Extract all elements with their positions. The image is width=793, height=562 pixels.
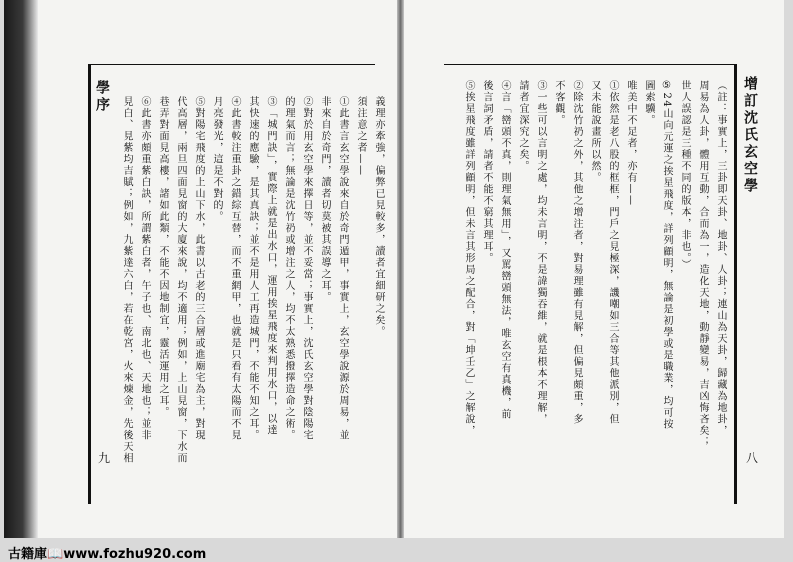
text-column-4: 非來自於奇門，讀者切莫被其誤導之耳。 — [319, 96, 330, 303]
text-column-2: 周易為人卦，體用互動，合而為一，造化天地，動靜變易，吉凶悔吝矣； — [697, 80, 708, 448]
text-column-5: 圖索驥。 — [643, 80, 654, 126]
text-column-6: 唯美中不足者，亦有—— — [625, 80, 636, 207]
text-column-11: ③一些可以言明之處，均未言明，不是諱獨吞維，就是根本不理解， — [535, 80, 546, 425]
text-column-4: ⑤24山向元運之挨星飛度，詳列顧明，無論是初學或是職業，均可按 — [661, 80, 672, 431]
text-column-9: ②除沈竹礽之外，其他之增注者，對易理雖有見解，但偏見頗重，多 — [571, 80, 582, 425]
site-name: 古籍庫 — [8, 547, 48, 562]
text-column-8: 其快速的應驗，是其真訣；並不是用人工再造城門，不能不知之耳。 — [247, 96, 258, 441]
text-column-13: 巷弄對面見高樓，諸如此類，不能不因地制宜，靈活運用之耳。 — [157, 96, 168, 418]
page-border-left — [88, 64, 91, 504]
watermark — [8, 543, 206, 562]
text-column-3: ①此書言玄空學說來自於奇門遁甲，事實上，玄空學說源於周易，並 — [337, 96, 348, 441]
text-column-1: 義理亦牽強，偏弊已見較多，讀者宜細研之矣。 — [373, 96, 384, 338]
text-column-15: 見白、見紫均吉賦；例如，九紫達六白，若在乾宮，火來煉金，先後天相 — [121, 96, 132, 464]
text-column-12: 代高層，兩旦四面見窗的大廈來說，均不適用；例如，上山見窗，下水而 — [175, 96, 186, 464]
page-border-right — [734, 64, 737, 504]
site-url[interactable]: www.fozhu920.com — [63, 547, 207, 562]
text-column-6: 的理氣而言；無論是沈竹礽或增注之人，均不太熟悉撥擇造命之術。 — [283, 96, 294, 441]
scan-edge-shadow — [4, 0, 38, 538]
text-column-3: 世人誤認是三種不同的版本，非也。） — [679, 80, 690, 271]
left-page — [38, 0, 397, 538]
text-column-2: 須注意之者—— — [355, 96, 366, 177]
text-column-7: ③「城門訣」，實際上就是出水口，運用挨星飛度來判用水口，以達 — [265, 96, 276, 436]
book-spread — [4, 0, 784, 538]
page-number: 九 — [98, 451, 111, 465]
book-gutter — [397, 0, 404, 538]
page-border-top — [91, 64, 375, 65]
text-column-10: 不客觀。 — [553, 80, 564, 126]
book-icon: 📖 — [47, 547, 64, 562]
text-column-13: ④言「巒頭不真，則理氣無用」，又罵巒頭無法，唯玄空有真機，前 — [499, 80, 510, 420]
running-head: 學序 — [94, 80, 110, 114]
text-column-5: ②對於用玄空學來擇日等，並不妥當；事實上，沈氏玄空學對陰陽宅 — [301, 96, 312, 441]
text-column-12: 請者宜深究之矣。 — [517, 80, 528, 172]
text-column-7: ①依然是老八股的框框，門戶之見極深，譏嘲如三合等其他派別，但 — [607, 80, 618, 425]
text-column-1: （註：事實上，三卦即天卦、地卦、人卦；連山為天卦，歸藏為地卦， — [715, 80, 726, 437]
text-column-9: ④此書較注重卦之錯綜互替，而不重網甲，也就是只看有太陽而不見 — [229, 96, 240, 441]
right-page — [404, 0, 784, 538]
text-column-8: 又未能說畫所以然。 — [589, 80, 600, 184]
page-number: 八 — [746, 451, 759, 465]
running-head: 增訂沈氏玄空學 — [742, 76, 758, 195]
text-column-14: 後言詞矛盾，請者不能不窮其理耳。 — [481, 80, 492, 264]
text-column-15: ⑤挨星飛度雖詳列顧明，但未言其形局之配合，對「坤壬乙」之解說， — [463, 80, 474, 437]
text-column-10: 月亮發光，這是不對的。 — [211, 96, 222, 223]
text-column-11: ⑤對陽宅飛度的上山下水，此書以古老的三合層或進廟宅為主，對現 — [193, 96, 204, 441]
text-column-14: ⑥此書亦頗重紫白訣，所謂紫白者，午子也、南北也、天地也；並非 — [139, 96, 150, 441]
page-border-top — [444, 64, 734, 65]
